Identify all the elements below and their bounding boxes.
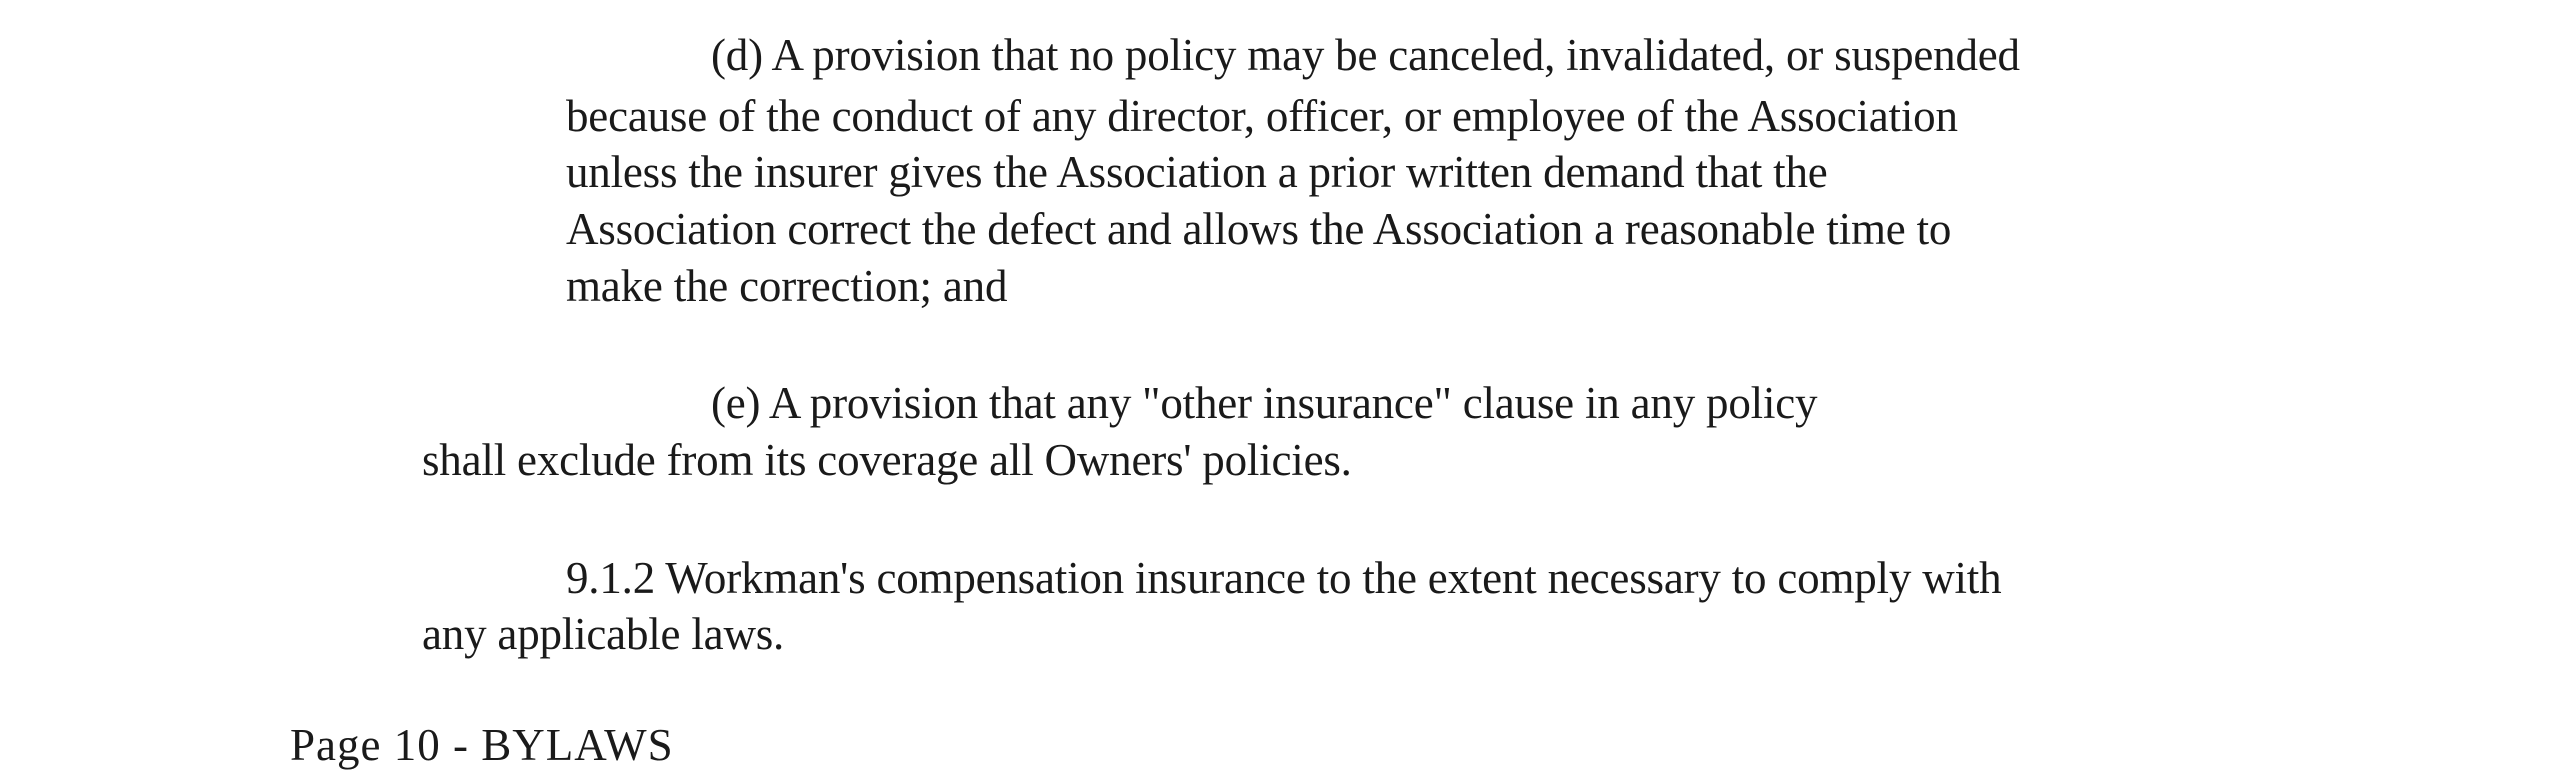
- paragraph-e-line-1: (e) A provision that any "other insurance" clause in any policy: [711, 378, 1818, 428]
- bottom-clipped-region: [0, 705, 2552, 770]
- paragraph-9-1-2-line-2: any applicable laws.: [422, 609, 785, 659]
- next-section-heading-partial: Page 10 - BYLAWS: [290, 720, 674, 770]
- paragraph-d-line-2: because of the conduct of any director, officer, or employee of the Association: [566, 91, 1958, 141]
- paragraph-d-line-1: (d) A provision that no policy may be canceled, invalidated, or suspended: [711, 30, 2020, 80]
- paragraph-d-line-5: make the correction; and: [566, 261, 1008, 311]
- paragraph-e-line-2: shall exclude from its coverage all Owners' policies.: [422, 435, 1352, 485]
- paragraph-9-1-2-line-1: 9.1.2 Workman's compensation insurance to the extent necessary to comply with: [566, 553, 2002, 603]
- paragraph-d-line-3: unless the insurer gives the Association a prior written demand that the: [566, 147, 1828, 197]
- paragraph-d-line-4: Association correct the defect and allows the Association a reasonable time to: [566, 204, 1952, 254]
